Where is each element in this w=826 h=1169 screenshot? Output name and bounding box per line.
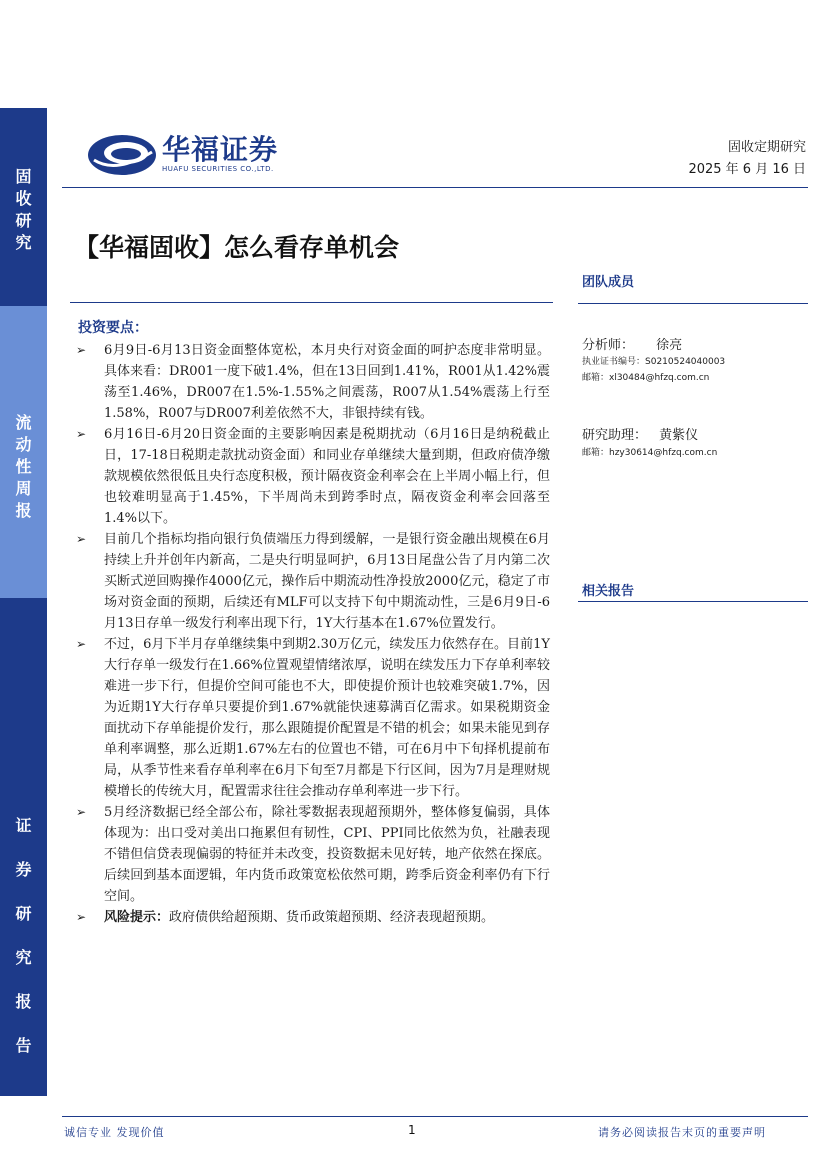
- sidebar-char: 周: [15, 479, 32, 498]
- team-divider: [578, 303, 808, 304]
- key-point: ➢ 不过，6月下半月存单继续集中到期2.30万亿元，续发压力依然存在。目前1Y大行存单一级发行在1.66%位置观望情绪浓厚，说明在续发压力下存单利率较难进一步下行，但提价空间可能也不大，即使提价预计也较难突破1.7%，因为近期1Y大行存单只要提价到1.67%就能快速募满百亿需求。如果税期资金面扰动下存单能提价发行，那么跟随提价配置是不错的机会；如果未能见到存单利率调整，那么近期1.67%左右的位置也不错，可在6月中下旬择机提前布局，从季节性来看存单利率在6月下旬至7月都是下行区间，因为7月是理财规模增长的传统大月，配置需求往往会推动存单利率进一步下行。: [76, 634, 550, 802]
- assistant-name: 黄紫仪: [659, 428, 699, 443]
- sidebar-char: 报: [15, 501, 32, 520]
- sidebar-char: 动: [15, 435, 32, 454]
- analyst-email: 邮箱：xl30484@hfzq.com.cn: [582, 373, 710, 383]
- key-point: ➢ 5月经济数据已经全部公布，除社零数据表现超预期外，整体修复偏弱，具体体现为：出口受对美出口拖累但有韧性，CPI、PPI同比依然为负，社融表现不错但信贷表现偏弱的特征并未改变，投资数据未见好转，地产依然在探底。后续回到基本面逻辑，年内货币政策宽松依然可期，跨季后资金利率仍有下行空间。: [76, 802, 550, 907]
- sidebar-section-securities-report: [0, 598, 47, 1096]
- sidebar-char: 研: [15, 211, 32, 230]
- sidebar-char: 报: [15, 992, 32, 1011]
- risk-label: 风险提示：: [104, 910, 170, 925]
- sidebar-char: 告: [15, 1036, 32, 1055]
- page-number: 1: [408, 1123, 416, 1137]
- team-label: 团队成员: [582, 275, 635, 290]
- key-point: ➢ 目前几个指标均指向银行负债端压力得到缓解，一是银行资金融出规模在6月持续上升并创年内新高，二是央行明显呵护，6月13日尾盘公告了月内第二次买断式逆回购操作4000亿元，操作后中期流动性净投放2000亿元，稳定了市场对资金面的预期，后续还有MLF可以支持下旬中期流动性，三是6月9日-6月13日存单一级发行利率出现下行，1Y大行基本在1.67%位置发行。: [76, 529, 550, 634]
- sidebar-char: 券: [15, 860, 32, 879]
- assistant-row: [582, 424, 698, 443]
- assistant-email: 邮箱：hzy30614@hfzq.com.cn: [582, 448, 718, 458]
- risk-warning: [76, 907, 550, 928]
- sidebar-section-fixed-income: [0, 108, 47, 306]
- footer-disclaimer: 请务必阅读报告末页的重要声明: [598, 1126, 766, 1139]
- sidebar-char: 究: [15, 948, 32, 967]
- sidebar-section-liquidity-weekly: [0, 306, 47, 598]
- related-divider: [578, 601, 808, 602]
- key-points-label: 投资要点：: [78, 320, 148, 336]
- title-divider: [70, 302, 553, 303]
- sidebar-char: 收: [15, 189, 32, 208]
- sidebar-char: 究: [15, 233, 32, 252]
- logo-text: 华福证券: [162, 133, 279, 166]
- report-title: 【华福固收】怎么看存单机会: [74, 233, 400, 262]
- footer-divider: [62, 1116, 808, 1117]
- report-date: 2025 年 6 月 16 日: [688, 162, 806, 177]
- report-type: 固收定期研究: [727, 140, 806, 155]
- analyst-label: 分析师：: [582, 338, 635, 353]
- risk-text: 政府债供给超预期、货币政策超预期、经济表现超预期。: [169, 910, 495, 925]
- analyst-cert: 执业证书编号：S0210524040003: [582, 357, 726, 367]
- related-reports-label: 相关报告: [582, 584, 635, 599]
- header-divider: [62, 187, 808, 188]
- footer-slogan: 诚信专业 发现价值: [64, 1126, 165, 1139]
- key-point: ➢ 6月9日-6月13日资金面整体宽松，本月央行对资金面的呵护态度非常明显。具体来看：DR001一度下破1.4%，但在13日回到1.41%，R001从1.42%震荡至1.46%，DR007在1.5%-1.55%之间震荡，R007从1.54%震荡上行至1.58%，R007与DR007利差依然不大，非银持续有钱。: [76, 340, 550, 424]
- logo-subtitle: HUAFU SECURITIES CO.,LTD.: [162, 165, 274, 173]
- key-point: ➢ 6月16日-6月20日资金面的主要影响因素是税期扰动（6月16日是纳税截止日，17-18日税期走款扰动资金面）和同业存单继续大量到期，但政府债净缴款规模依然很低且央行态度积极，预计隔夜资金利率会在上半周小幅上行，但也较难明显高于1.45%，下半周尚未到跨季时点，隔夜资金利率会回落至1.4%以下。: [76, 424, 550, 529]
- analyst-row: [582, 334, 682, 353]
- sidebar-char: 性: [15, 457, 32, 476]
- sidebar-char: 流: [15, 413, 32, 432]
- sidebar-char: 研: [15, 904, 32, 923]
- assistant-label: 研究助理：: [582, 428, 648, 443]
- key-points-list: [76, 340, 550, 928]
- sidebar-char: 固: [15, 167, 32, 186]
- analyst-name: 徐亮: [656, 338, 683, 353]
- sidebar-char: 证: [15, 816, 32, 835]
